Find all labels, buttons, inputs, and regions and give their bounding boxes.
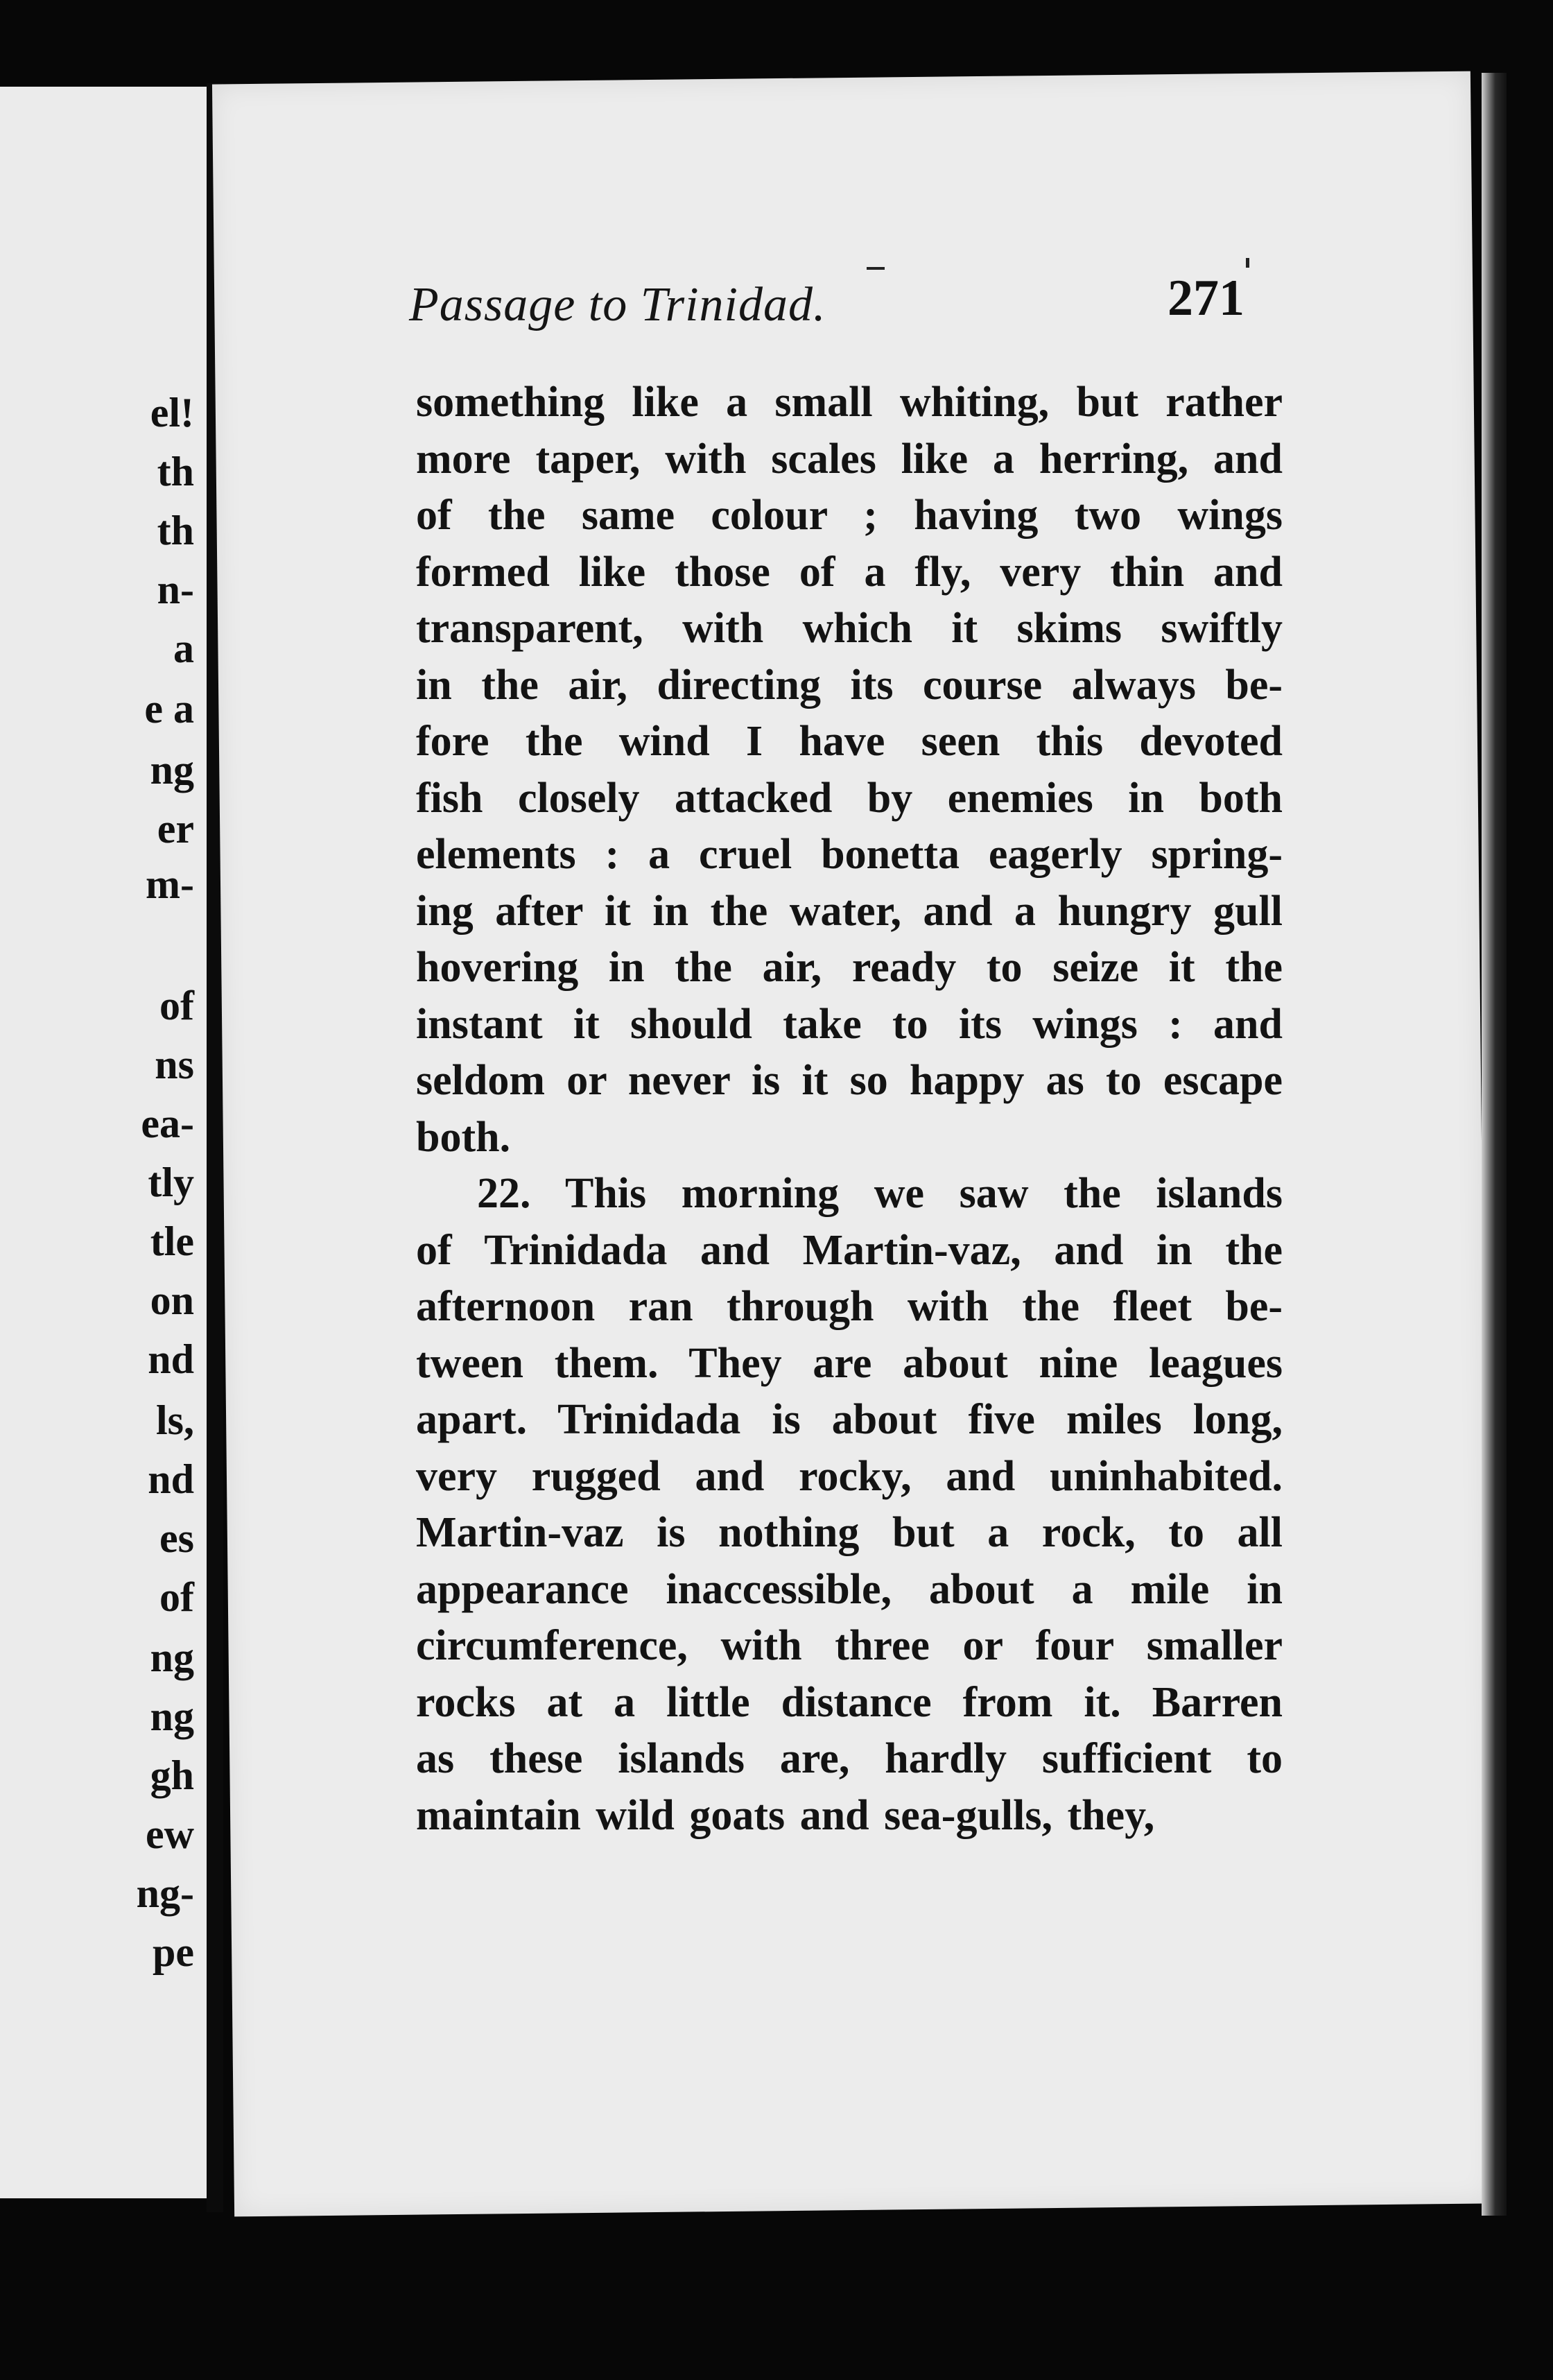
text-line: ing after it in the water, and a hungry gull xyxy=(416,887,1283,935)
left-page-line-fragment: es xyxy=(159,1515,194,1561)
text-line: apart. Trinidada is about five miles long, xyxy=(416,1396,1283,1443)
text-line: formed like those of a fly, very thin and xyxy=(416,548,1283,596)
left-page-line-fragment: of xyxy=(159,983,194,1028)
text-line: seldom or never is it so happy as to escape xyxy=(416,1057,1283,1104)
text-line: elements : a cruel bonetta eagerly spring- xyxy=(416,831,1283,878)
left-page-line-fragment: ng- xyxy=(136,1870,194,1916)
text-line: transparent, with which it skims swiftly xyxy=(416,605,1283,652)
text-line: very rugged and rocky, and uninhabited. xyxy=(416,1452,1283,1500)
left-page-line-fragment: of xyxy=(159,1574,194,1620)
text-line: circumference, with three or four smaller xyxy=(416,1622,1283,1669)
left-page-line-fragment: nd xyxy=(148,1456,194,1502)
left-page-line-fragment: ng xyxy=(150,1693,194,1739)
left-page-line-fragment: tly xyxy=(148,1159,194,1205)
running-head xyxy=(409,270,1244,340)
text-line: rocks at a little distance from it. Barren xyxy=(416,1678,1283,1726)
left-page-line-fragment: a xyxy=(173,626,194,671)
left-page-line-fragment: ng xyxy=(150,1635,194,1680)
left-page-line-fragment: nd xyxy=(148,1336,194,1382)
text-line: as these islands are, hardly sufficient to xyxy=(416,1735,1283,1782)
left-page-line-fragment: tle xyxy=(150,1218,194,1264)
text-line: fish closely attacked by enemies in both xyxy=(416,774,1283,822)
page-edge-shadow xyxy=(1482,73,1507,2216)
left-facing-page xyxy=(0,87,207,2198)
text-line: of Trinidada and Martin-vaz, and in the xyxy=(416,1226,1283,1274)
text-line: hovering in the air, ready to seize it the xyxy=(416,944,1283,991)
left-page-line-fragment: n- xyxy=(157,567,194,612)
left-page-line-fragment: on xyxy=(150,1277,194,1323)
text-line: of the same colour ; having two wings xyxy=(416,492,1283,539)
text-line: Martin-vaz is nothing but a rock, to all xyxy=(416,1509,1283,1556)
body-text xyxy=(416,374,1283,1844)
stray-mark xyxy=(1246,258,1249,268)
left-page-line-fragment: gh xyxy=(150,1752,194,1798)
left-page-line-fragment: ng xyxy=(150,747,194,793)
text-line: appearance inaccessible, about a mile in xyxy=(416,1565,1283,1613)
text-line: 22. This morning we saw the islands xyxy=(477,1170,1283,1217)
left-page-line-fragment: ew xyxy=(146,1811,194,1857)
text-line: instant it should take to its wings : and xyxy=(416,1000,1283,1048)
stray-mark xyxy=(867,267,885,270)
left-page-line-fragment: pe xyxy=(153,1929,194,1975)
text-line: something like a small whiting, but rather xyxy=(416,379,1283,426)
left-page-line-fragment: er xyxy=(157,806,194,852)
left-page-line-fragment: ea- xyxy=(141,1101,194,1146)
page-number: 271 xyxy=(1168,270,1244,327)
left-page-line-fragment: ls, xyxy=(155,1397,194,1443)
text-line: fore the wind I have seen this devoted xyxy=(416,718,1283,765)
left-page-line-fragment: e a xyxy=(144,686,194,732)
text-line: maintain wild goats and sea-gulls, they, xyxy=(416,1791,1155,1839)
running-title: Passage to Trinidad. xyxy=(409,278,826,331)
left-page-line-fragment: ns xyxy=(155,1042,194,1087)
text-line: tween them. They are about nine leagues xyxy=(416,1339,1283,1387)
text-line: afternoon ran through with the fleet be- xyxy=(416,1283,1283,1330)
left-page-line-fragment: m- xyxy=(146,861,194,907)
text-line: both. xyxy=(416,1113,511,1161)
left-page-line-fragment: th xyxy=(157,508,194,553)
text-line: more taper, with scales like a herring, and xyxy=(416,435,1283,483)
left-page-line-fragment: th xyxy=(157,449,194,494)
text-line: in the air, directing its course always be- xyxy=(416,661,1283,709)
left-page-line-fragment: el! xyxy=(150,390,194,436)
